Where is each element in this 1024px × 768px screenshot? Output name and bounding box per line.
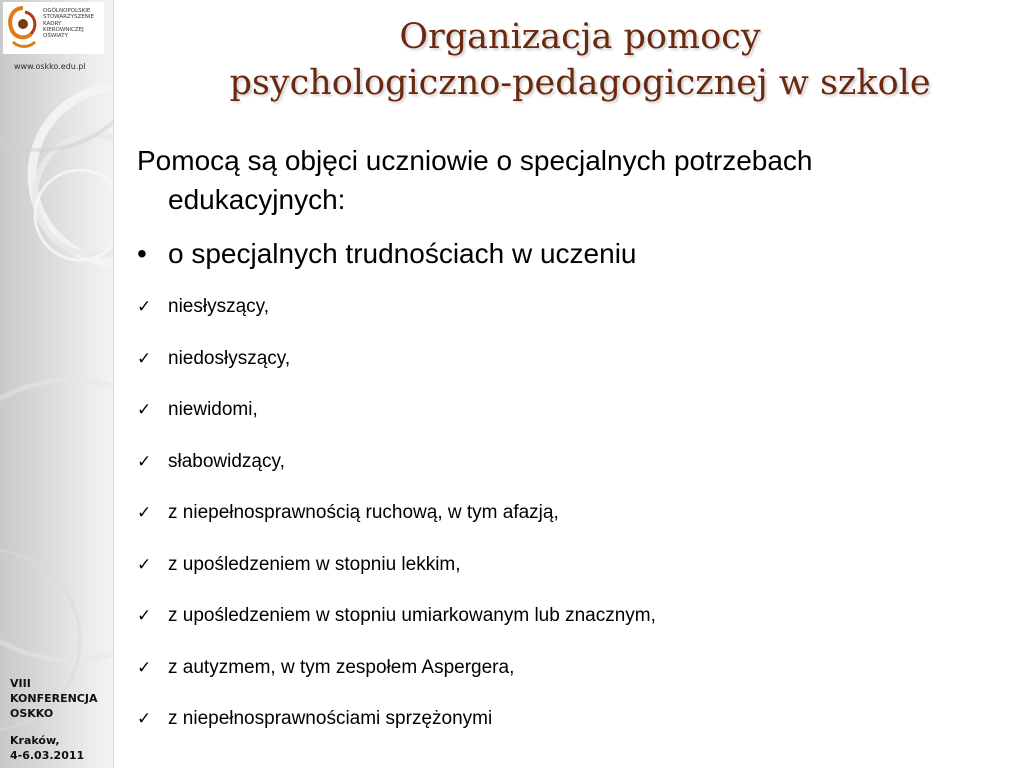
logo-line: OGÓLNOPOLSKIE — [43, 8, 91, 14]
checklist-item — [137, 653, 656, 705]
check-icon: ✓ — [137, 554, 152, 575]
site-url: www.oskko.edu.pl — [14, 62, 86, 71]
check-icon: ✓ — [137, 606, 152, 626]
title-line: Organizacja pomocy — [399, 17, 761, 57]
intro-line: edukacyjnych: — [168, 184, 346, 215]
check-icon: ✓ — [137, 503, 152, 523]
sidebar — [0, 0, 114, 768]
conference-info — [10, 676, 97, 763]
slide-title — [160, 14, 1000, 106]
check-icon: ✓ — [137, 297, 152, 317]
conference-line: VIII — [10, 677, 31, 690]
check-icon: ✓ — [137, 709, 152, 729]
bullet-dot-icon: • — [137, 238, 147, 269]
checklist-item-text: z upośledzeniem w stopniu lekkim, — [168, 553, 461, 575]
logo-line: KIEROWNICZEJ — [43, 26, 84, 33]
check-icon: ✓ — [137, 400, 152, 420]
title-line: psychologiczno-pedagogicznej w szkole — [229, 63, 931, 103]
bullet-item — [137, 234, 636, 273]
check-icon: ✓ — [137, 451, 152, 472]
logo-line: STOWARZYSZENIE — [43, 14, 94, 21]
checklist-item — [137, 601, 656, 653]
logo-line: OŚWIATY — [43, 33, 68, 40]
checklist-item — [137, 395, 656, 447]
checklist-item-text: niesłyszący, — [168, 296, 270, 317]
checklist-item-text: z niepełnosprawnością ruchową, w tym afazją, — [168, 502, 559, 523]
logo-box — [3, 2, 104, 54]
checklist-item-text: z autyzmem, w tym zespołem Aspergera, — [168, 656, 515, 678]
conference-line: OSKKO — [10, 707, 54, 720]
intro-text — [137, 141, 997, 219]
logo-line: KADRY — [43, 20, 62, 27]
intro-line: Pomocą są objęci uczniowie o specjalnych potrzebach — [137, 145, 813, 176]
checklist-item-text: niewidomi, — [168, 399, 258, 420]
checklist-item — [137, 704, 656, 756]
checklist-item — [137, 498, 656, 550]
checklist-item — [137, 344, 656, 396]
check-icon: ✓ — [137, 348, 152, 369]
checklist-item — [137, 550, 656, 602]
date-line: 4-6.03.2011 — [10, 749, 85, 762]
bullet-text: o specjalnych trudnościach w uczeniu — [168, 238, 637, 269]
place-line: Kraków, — [10, 734, 60, 747]
checklist-item-text: z upośledzeniem w stopniu umiarkowanym lub znacznym, — [168, 605, 656, 626]
oskko-logo-icon — [5, 4, 41, 52]
checklist-item-text: słabowidzący, — [168, 450, 285, 472]
conference-line: KONFERENCJA — [10, 692, 98, 705]
checklist-item-text: niedosłyszący, — [168, 347, 291, 369]
checklist-item — [137, 292, 656, 344]
checklist — [137, 292, 656, 756]
checklist-item-text: z niepełnosprawnościami sprzężonymi — [168, 708, 493, 729]
checklist-item — [137, 447, 656, 499]
check-icon: ✓ — [137, 657, 152, 678]
decorative-swirls — [0, 0, 113, 768]
logo-text — [43, 8, 94, 39]
